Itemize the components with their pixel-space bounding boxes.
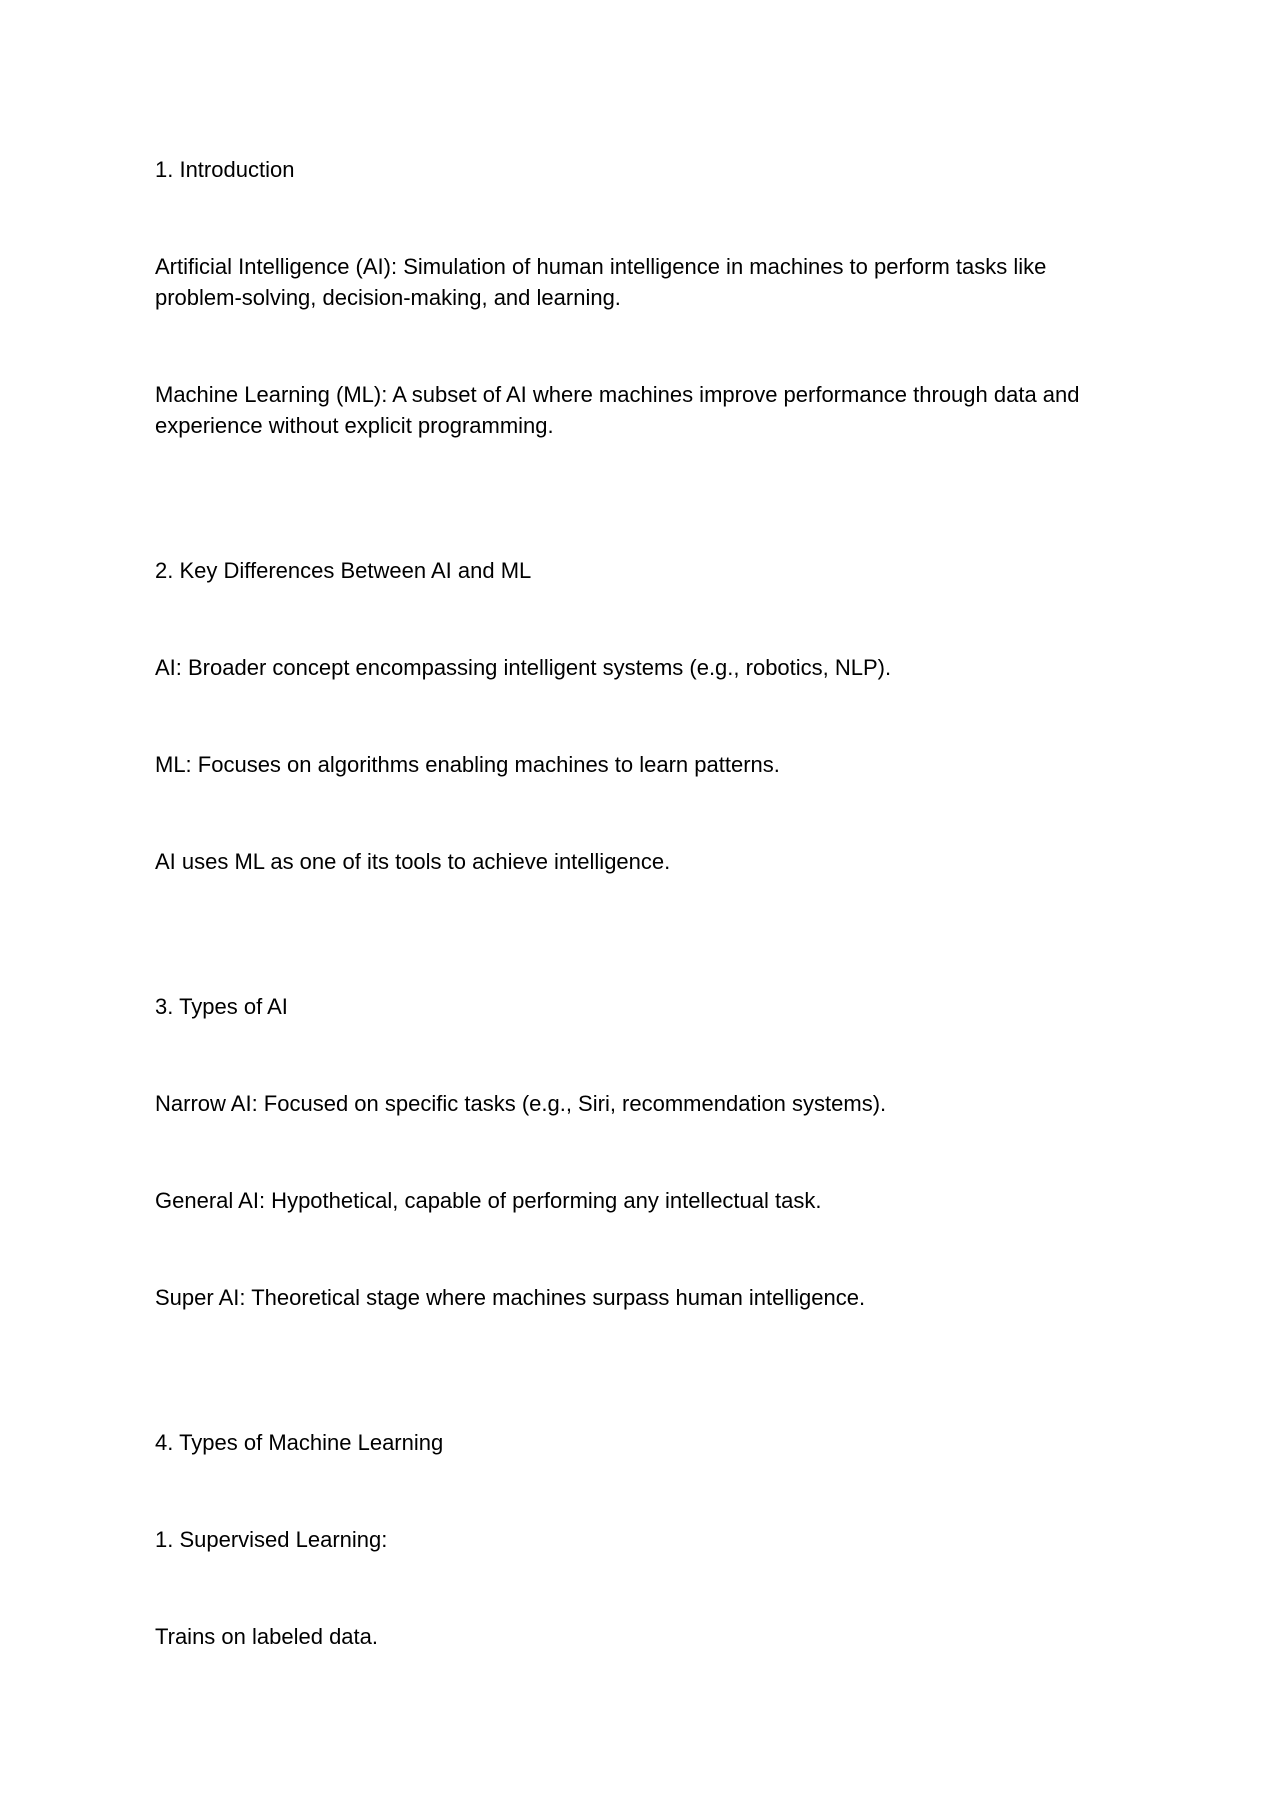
subheading-supervised-learning: 1. Supervised Learning: <box>155 1527 388 1552</box>
list-item-supervised-desc: Trains on labeled data. <box>155 1624 378 1649</box>
list-item-general-ai: General AI: Hypothetical, capable of performing any intellectual task. <box>155 1188 822 1213</box>
paragraph-ml-definition: Machine Learning (ML): A subset of AI where machines improve performance through data and experience without explicit programming. <box>155 382 1080 438</box>
list-item-ml-focus: ML: Focuses on algorithms enabling machines to learn patterns. <box>155 752 780 777</box>
list-item-narrow-ai: Narrow AI: Focused on specific tasks (e.g., Siri, recommendation systems). <box>155 1091 887 1116</box>
list-item-ai-broader: AI: Broader concept encompassing intelligent systems (e.g., robotics, NLP). <box>155 655 892 680</box>
paragraph-ai-definition: Artificial Intelligence (AI): Simulation of human intelligence in machines to perform tasks like problem-solving, decision-making, and learning. <box>155 254 1047 310</box>
section-heading-introduction: 1. Introduction <box>155 157 295 182</box>
section-heading-types-of-ai: 3. Types of AI <box>155 994 288 1019</box>
section-heading-key-differences: 2. Key Differences Between AI and ML <box>155 558 532 583</box>
list-item-super-ai: Super AI: Theoretical stage where machines surpass human intelligence. <box>155 1285 866 1310</box>
section-heading-types-of-ml: 4. Types of Machine Learning <box>155 1430 444 1455</box>
list-item-ai-uses-ml: AI uses ML as one of its tools to achieve intelligence. <box>155 849 671 874</box>
